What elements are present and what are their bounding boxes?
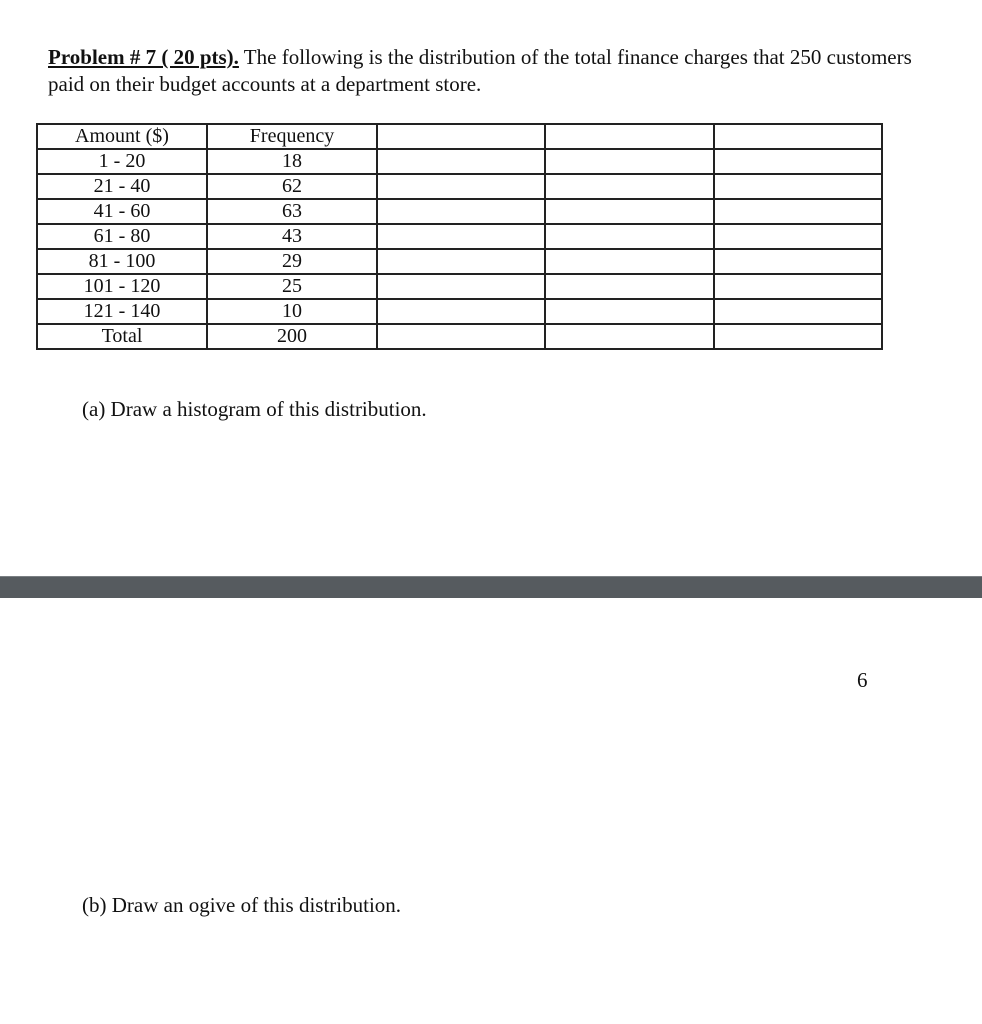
table-row <box>37 199 882 224</box>
table-header-cell <box>714 124 882 149</box>
frequency-table <box>36 123 883 350</box>
table-cell <box>377 149 545 174</box>
table-row <box>37 149 882 174</box>
table-cell: 101 - 120 <box>37 274 207 299</box>
table-cell <box>545 149 713 174</box>
table-cell <box>545 274 713 299</box>
table-cell <box>714 174 882 199</box>
table-cell: Total <box>37 324 207 349</box>
table-header-row <box>37 124 882 149</box>
table-cell: 81 - 100 <box>37 249 207 274</box>
table-cell <box>377 224 545 249</box>
table-cell <box>377 324 545 349</box>
table-cell <box>545 199 713 224</box>
table-cell: 25 <box>207 274 377 299</box>
table-cell <box>377 174 545 199</box>
table-cell <box>377 299 545 324</box>
table-cell <box>714 274 882 299</box>
table-cell: 200 <box>207 324 377 349</box>
table-cell: 43 <box>207 224 377 249</box>
table-cell: 21 - 40 <box>37 174 207 199</box>
part-b-instruction: (b) Draw an ogive of this distribution. <box>82 893 402 917</box>
table-header-cell: Amount ($) <box>37 124 207 149</box>
table-cell <box>714 324 882 349</box>
page-number: 6 <box>857 668 868 692</box>
table-header-cell <box>545 124 713 149</box>
table-cell <box>545 224 713 249</box>
table-cell: 10 <box>207 299 377 324</box>
table-cell: 1 - 20 <box>37 149 207 174</box>
part-a-instruction: (a) Draw a histogram of this distribution. <box>82 397 427 421</box>
table-header-cell: Frequency <box>207 124 377 149</box>
problem-body: The following is the distribution of the total finance charges that 250 customers paid on their budget accounts at a department store. <box>48 45 912 96</box>
table-cell: 62 <box>207 174 377 199</box>
table-cell <box>377 249 545 274</box>
table-cell: 41 - 60 <box>37 199 207 224</box>
table-cell <box>377 274 545 299</box>
table-cell <box>714 149 882 174</box>
table-cell <box>714 249 882 274</box>
table-cell <box>377 199 545 224</box>
table-row <box>37 324 882 349</box>
table-cell <box>714 199 882 224</box>
table-cell <box>714 224 882 249</box>
table-row <box>37 274 882 299</box>
problem-label: Problem # 7 ( 20 pts). <box>48 45 239 69</box>
table-cell: 121 - 140 <box>37 299 207 324</box>
table-row <box>37 249 882 274</box>
table-cell <box>545 249 713 274</box>
problem-statement <box>48 44 928 98</box>
table-cell: 61 - 80 <box>37 224 207 249</box>
table-cell <box>545 324 713 349</box>
table-cell: 18 <box>207 149 377 174</box>
table-row <box>37 174 882 199</box>
table-cell: 29 <box>207 249 377 274</box>
table-row <box>37 224 882 249</box>
table-cell <box>714 299 882 324</box>
page-divider <box>0 576 982 598</box>
table-cell: 63 <box>207 199 377 224</box>
table-cell <box>545 299 713 324</box>
table-row <box>37 299 882 324</box>
table-cell <box>545 174 713 199</box>
table-header-cell <box>377 124 545 149</box>
